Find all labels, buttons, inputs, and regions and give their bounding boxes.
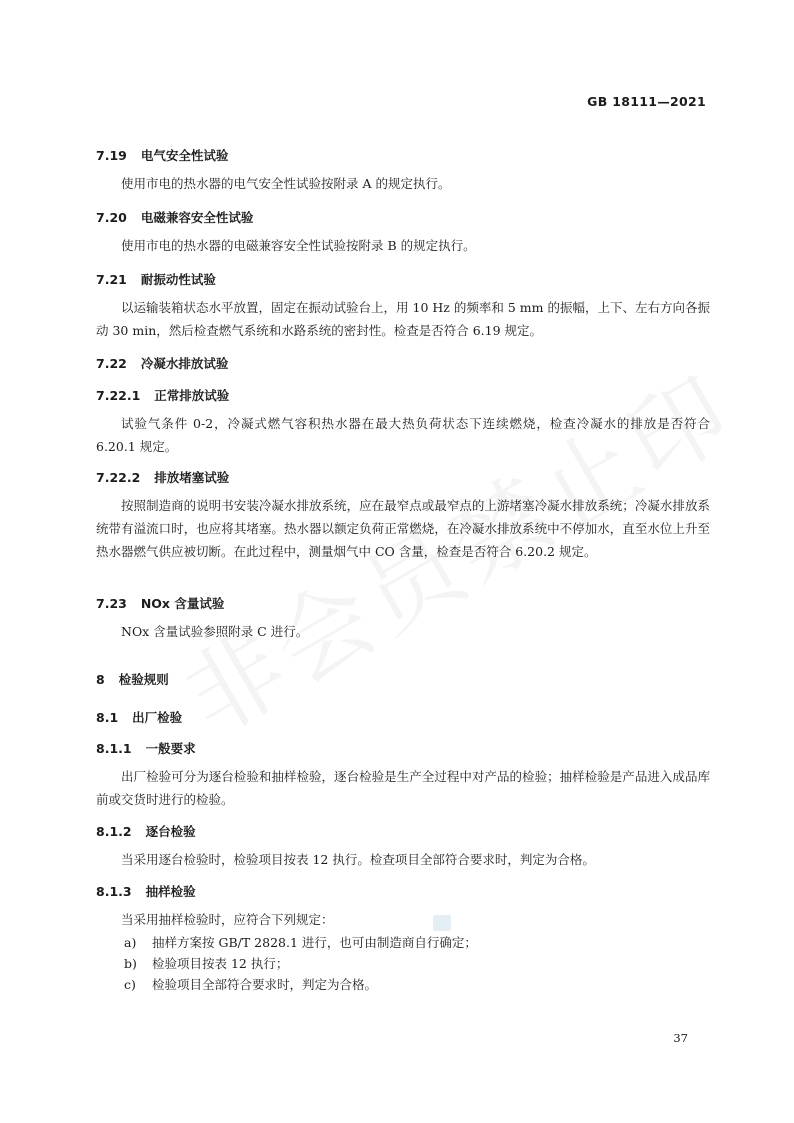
section-heading: 8.1.2 逐台检验	[96, 824, 196, 839]
paragraph: 使用市电的热水器的电气安全性试验按附录 A 的规定执行。	[121, 176, 451, 191]
section-7-22	[96, 354, 710, 372]
chapter-heading: 8 检验规则	[96, 672, 169, 687]
paragraph: NOx 含量试验参照附录 C 进行。	[121, 624, 309, 639]
paragraph: 试验气条件 0-2，冷凝式燃气容积热水器在最大热负荷状态下连续燃烧，检查冷凝水的排放是否符合 6.20.1 规定。	[96, 416, 710, 454]
paragraph: 以运输装箱状态水平放置，固定在振动试验台上，用 10 Hz 的频率和 5 mm 的振幅，上下、左右方向各振动 30 min，然后检查燃气系统和水路系统的密封性。检查是否符合 6.19 规定。	[96, 300, 710, 338]
list-item: a) 抽样方案按 GB/T 2828.1 进行，也可由制造商自行确定；	[124, 935, 477, 950]
section-8-1-3	[96, 882, 710, 900]
section-7-23	[96, 594, 710, 612]
section-heading: 7.22.1 正常排放试验	[96, 388, 230, 403]
section-7-22-2	[96, 468, 710, 486]
section-8	[96, 670, 710, 688]
section-heading: 8.1 出厂检验	[96, 710, 183, 725]
section-8-1	[96, 708, 710, 726]
section-heading: 7.19 电气安全性试验	[96, 148, 229, 163]
section-heading: 7.23 NOx 含量试验	[96, 596, 225, 611]
section-7-19	[96, 146, 710, 164]
paragraph: 当采用抽样检验时，应符合下列规定：	[121, 912, 334, 927]
list-item: c) 检验项目全部符合要求时，判定为合格。	[124, 977, 378, 992]
standard-code: GB 18111—2021	[587, 94, 706, 109]
paragraph: 当采用逐台检验时，检验项目按表 12 执行。检查项目全部符合要求时，判定为合格。	[121, 852, 595, 867]
section-heading: 7.20 电磁兼容安全性试验	[96, 210, 254, 225]
section-7-22-1	[96, 386, 710, 404]
section-8-1-1	[96, 739, 710, 757]
section-8-1-2	[96, 822, 710, 840]
section-heading: 7.21 耐振动性试验	[96, 272, 216, 287]
list	[124, 932, 710, 995]
section-7-21	[96, 270, 710, 288]
section-heading: 8.1.1 一般要求	[96, 741, 196, 756]
paragraph: 使用市电的热水器的电磁兼容安全性试验按附录 B 的规定执行。	[121, 238, 476, 253]
section-heading: 8.1.3 抽样检验	[96, 884, 196, 899]
section-heading: 7.22.2 排放堵塞试验	[96, 470, 230, 485]
section-7-20	[96, 208, 710, 226]
list-item: b) 检验项目按表 12 执行；	[124, 956, 289, 971]
paragraph: 按照制造商的说明书安装冷凝水排放系统，应在最窄点或最窄点的上游堵塞冷凝水排放系统；冷凝水排放系统带有溢流口时，也应将其堵塞。热水器以额定负荷正常燃烧，在冷凝水排放系统中不停加水，直至水位上升至热水器燃气供应被切断。在此过程中，测量烟气中 CO 含量，检查是否符合 6.20.2 规定。	[96, 498, 710, 559]
page-number: 37	[673, 1031, 688, 1045]
section-heading: 7.22 冷凝水排放试验	[96, 356, 229, 371]
paragraph: 出厂检验可分为逐台检验和抽样检验，逐台检验是生产全过程中对产品的检验；抽样检验是产品进入成品库前或交货时进行的检验。	[96, 769, 710, 807]
